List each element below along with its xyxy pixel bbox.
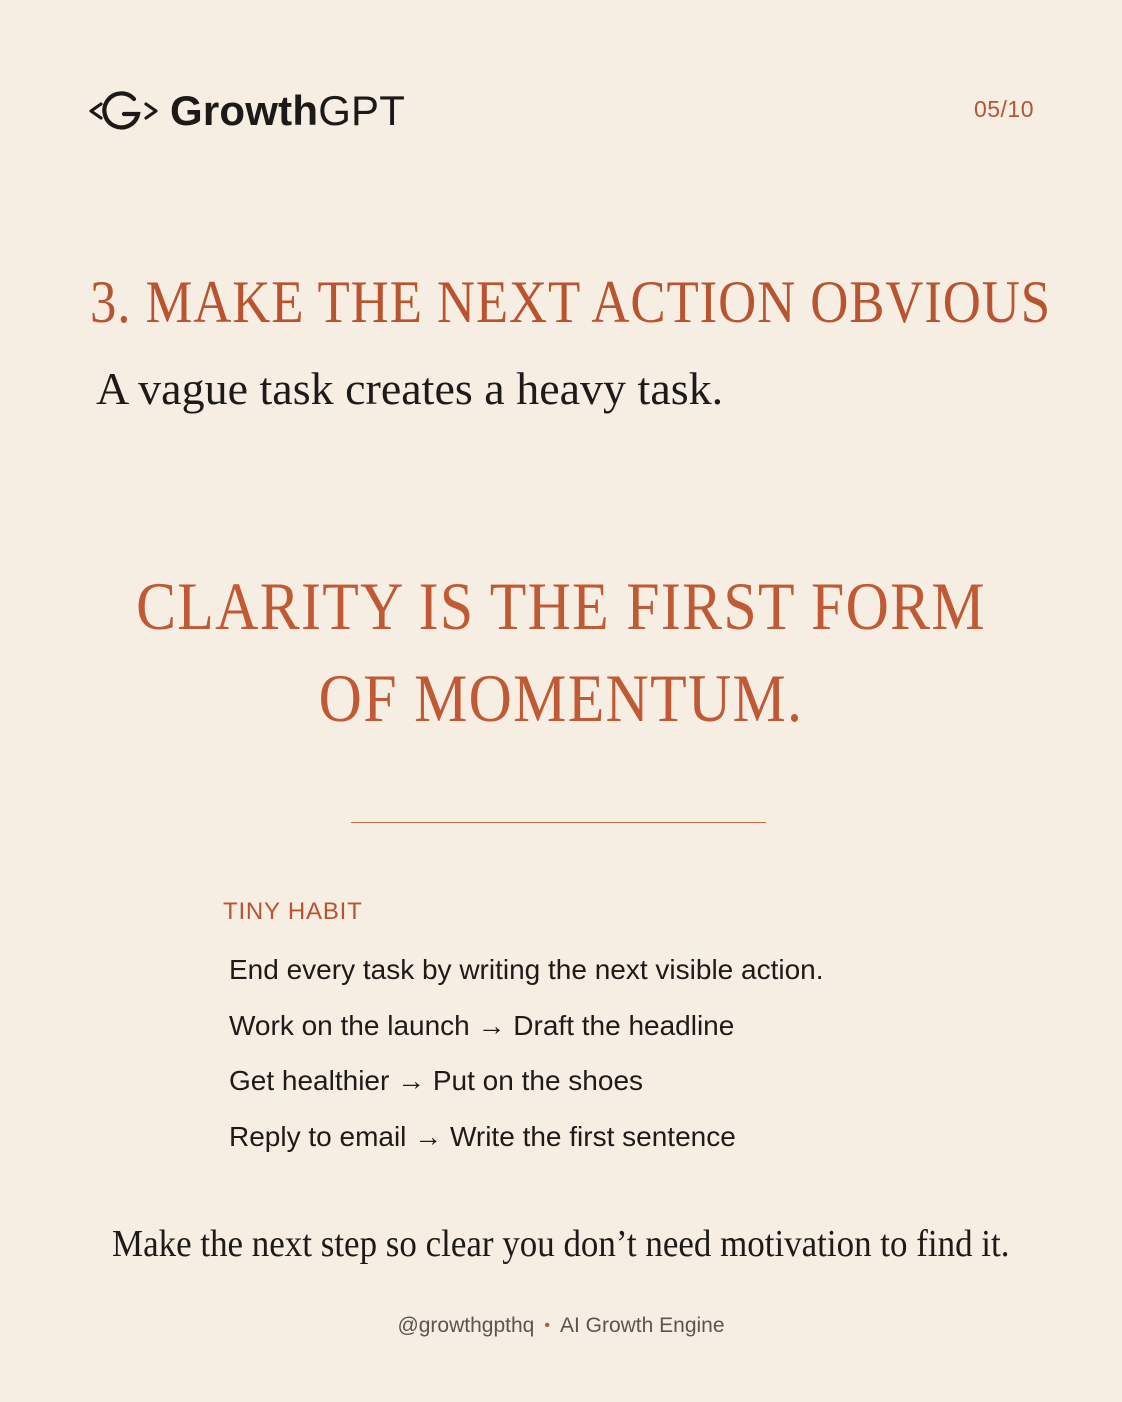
section-subtitle: A vague task creates a heavy task.: [96, 363, 724, 414]
closing-text: Make the next step so clear you don’t need motivation to find it.: [112, 1223, 1010, 1265]
brand-name-bold: Growth: [170, 87, 319, 134]
habit-item: End every task by writing the next visible action.: [229, 954, 824, 985]
footer-separator: •: [544, 1317, 550, 1334]
habit-item: Work on the launch → Draft the headline: [229, 1009, 735, 1041]
brand-name: [170, 87, 406, 134]
header: [88, 82, 1038, 142]
closing-statement: [0, 1222, 1122, 1266]
footer-handle[interactable]: @growthgpthq: [397, 1314, 535, 1337]
tiny-habit-label: TINY HABIT: [223, 898, 363, 925]
footer-tagline: AI Growth Engine: [559, 1314, 725, 1337]
page-counter: 05/10: [973, 96, 1034, 122]
divider: [351, 822, 766, 823]
pull-quote: [0, 560, 1122, 744]
footer: [0, 1314, 1122, 1338]
habit-item: Reply to email → Write the first sentence: [229, 1120, 736, 1152]
brand-name-light: GPT: [318, 87, 406, 134]
section-title: 3. MAKE THE NEXT ACTION OBVIOUS: [90, 269, 1052, 335]
pull-quote-line-2: OF MOMENTUM.: [318, 660, 804, 736]
growthgpt-logo-icon: [88, 82, 160, 140]
tiny-habit-list: [229, 950, 824, 1172]
brand-logo[interactable]: [88, 82, 405, 140]
pull-quote-line-1: CLARITY IS THE FIRST FORM: [136, 568, 986, 644]
habit-item: Get healthier → Put on the shoes: [229, 1065, 644, 1096]
